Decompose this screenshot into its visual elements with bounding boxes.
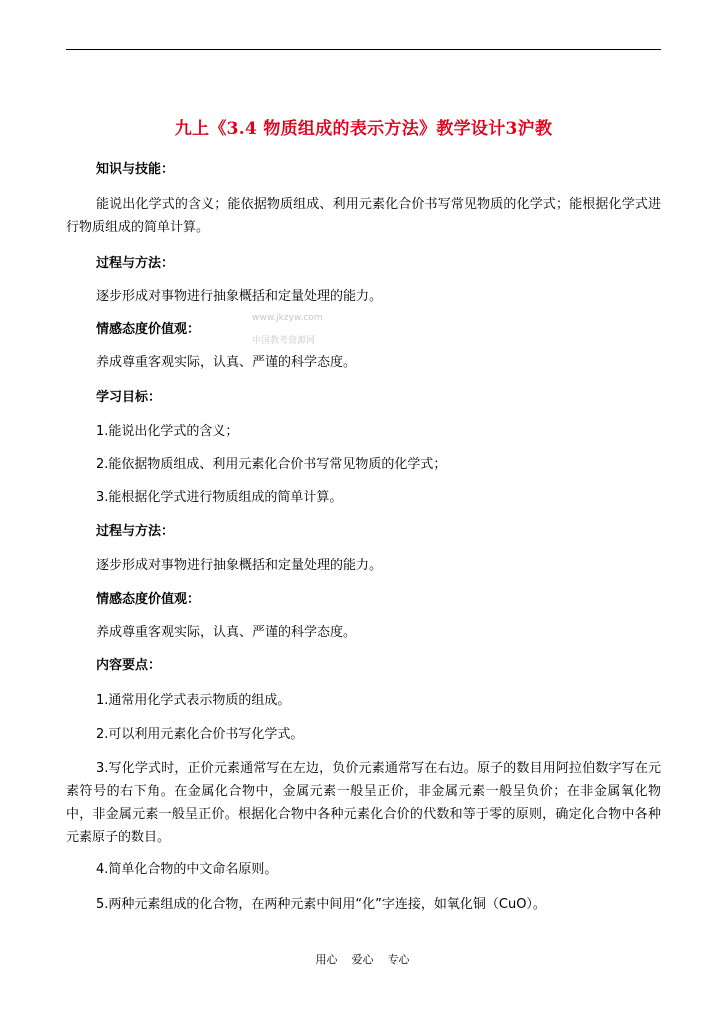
heading-attitudes-values-2: 情感态度价值观：: [96, 592, 201, 607]
paragraph-knowledge-skills: 能说出化学式的含义；能依据物质组成、利用元素化合价书写常见物质的化学式；能根据化学式进行物质组成的简单计算。: [66, 197, 661, 235]
learning-goal-item: 3.能根据化学式进行物质组成的简单计算。: [96, 490, 343, 505]
content-point-item: 5.两种元素组成的化合物，在两种元素中间用“化”字连接，如氧化铜（CuO）。: [96, 897, 546, 912]
text-process-methods: 逐步形成对事物进行抽象概括和定量处理的能力。: [96, 289, 383, 304]
heading-content-points: 内容要点：: [96, 658, 162, 673]
heading-knowledge-skills: 知识与技能：: [96, 162, 175, 177]
document-title: 九上《3.4 物质组成的表示方法》教学设计3沪教: [174, 119, 553, 139]
content-point-item: 2.可以利用元素化合价书写化学式。: [96, 727, 304, 742]
content-point-item: 1.通常用化学式表示物质的组成。: [96, 693, 291, 708]
content-point-item: 4.简单化合物的中文命名原则。: [96, 862, 278, 877]
heading-process-methods: 过程与方法：: [96, 256, 175, 271]
heading-process-methods-2: 过程与方法：: [96, 524, 175, 539]
content-point-paragraph: 3.写化学式时，正价元素通常写在左边，负价元素通常写在右边。原子的数目用阿拉伯数字写在元素符号的右下角。在金属化合物中，金属元素一般呈正价，非金属元素一般呈负价；在非金属氧化物中，非金属元素一般呈正价。根据化合物中各种元素化合价的代数和等于零的原则，确定化合物中各种元素原子的数目。: [66, 761, 661, 845]
text-attitudes-values: 养成尊重客观实际，认真、严谨的科学态度。: [96, 355, 357, 370]
learning-goal-item: 2.能依据物质组成、利用元素化合价书写常见物质的化学式；: [96, 457, 447, 472]
learning-goal-item: 1.能说出化学式的含义；: [96, 424, 239, 439]
watermark-site-name: 中国教考资源网: [252, 336, 316, 346]
header-rule: [66, 49, 661, 50]
watermark-url: www.jkzyw.com: [252, 313, 323, 323]
heading-learning-goals: 学习目标：: [96, 390, 162, 405]
heading-attitudes-values: 情感态度价值观：: [96, 322, 201, 337]
text-process-methods-2: 逐步形成对事物进行抽象概括和定量处理的能力。: [96, 558, 383, 573]
page-footer: 用心 爱心 专心: [315, 953, 410, 966]
text-attitudes-values-2: 养成尊重客观实际，认真、严谨的科学态度。: [96, 625, 357, 640]
